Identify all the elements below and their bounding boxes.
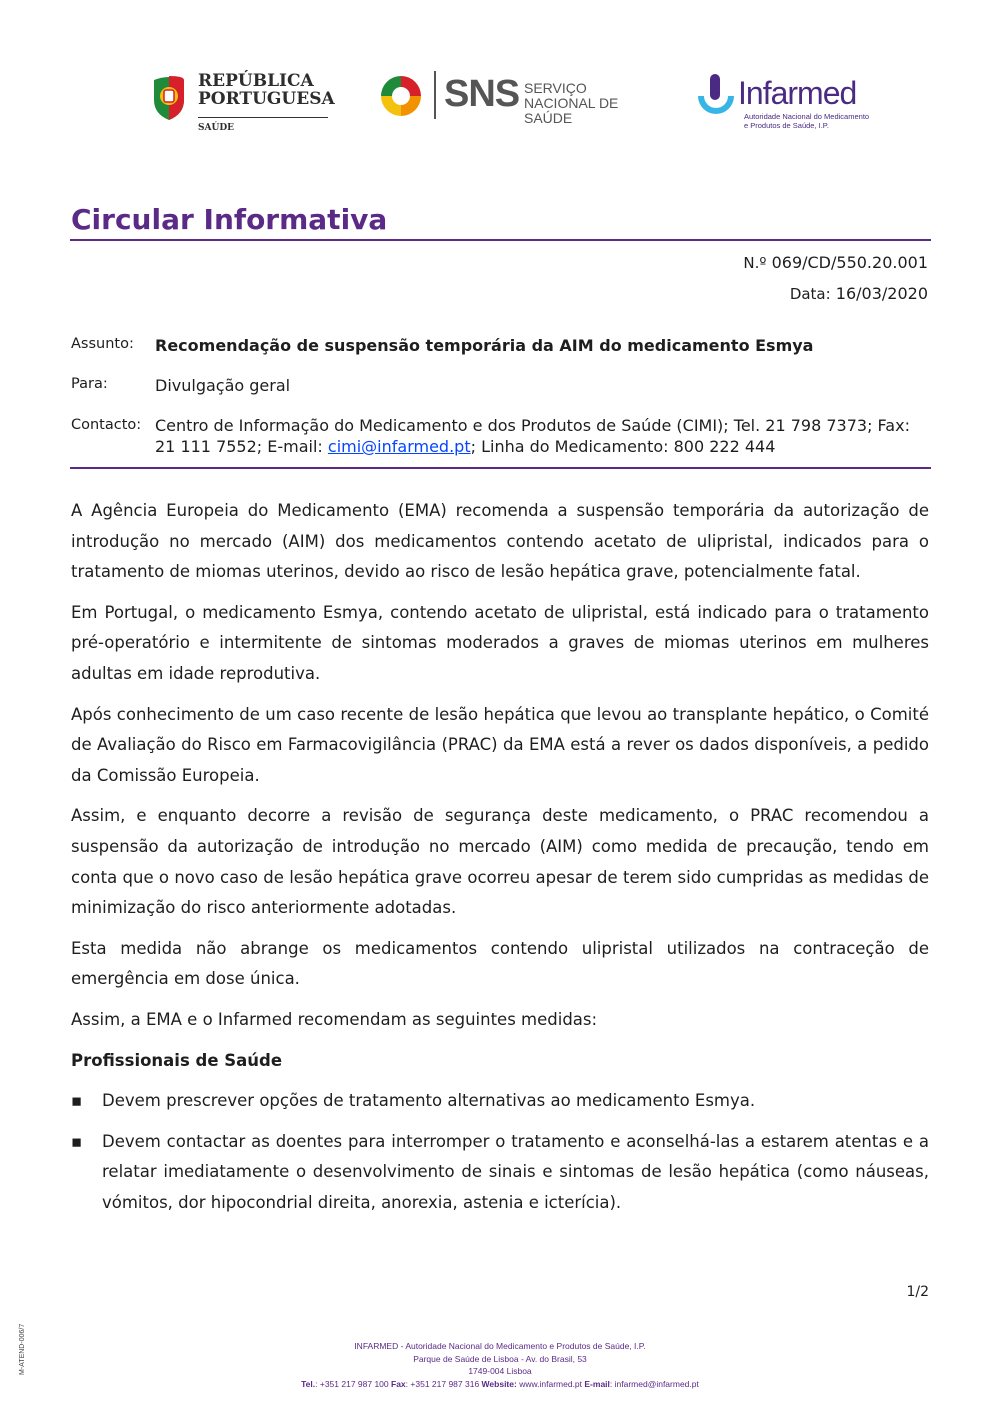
contacto-text-before: Centro de Informação do Medicamento e dos Produtos de Saúde (CIMI); Tel. 21 798 7373; Fax: 21 111 7552; E-mail:: [155, 416, 910, 456]
footer-mail: : infarmed@infarmed.pt: [609, 1378, 699, 1389]
bullet-icon: ▪: [71, 1131, 83, 1151]
date-label: Data:: [789, 285, 831, 303]
footer-web: www.infarmed.pt: [516, 1378, 585, 1389]
paragraph: Em Portugal, o medicamento Esmya, contendo acetato de ulipristal, está indicado para o tratamento pré-operatório e intermitente de sintomas moderados a graves de miomas uterinos em mulheres adultas em idade reprodutiva.: [71, 602, 929, 683]
para-value: Divulgação geral: [155, 376, 291, 395]
list-item: [71, 1086, 929, 1117]
page-number: 1/2: [906, 1284, 929, 1300]
date-value: 16/03/2020: [835, 284, 928, 303]
footer-web-label: Website:: [481, 1378, 517, 1389]
footer-org: INFARMED - Autoridade Nacional do Medicamento e Produtos de Saúde, I.P.: [354, 1341, 646, 1351]
footer-fax-label: Fax: [391, 1378, 406, 1389]
paragraph: Assim, a EMA e o Infarmed recomendam as seguintes medidas:: [71, 1009, 598, 1029]
portugal-shield-icon: [150, 74, 188, 120]
page-footer: [0, 1340, 1000, 1390]
infarmed-description: Autoridade Nacional do Medicamento e Produtos de Saúde, I.P.: [744, 112, 870, 130]
recommendation-list: [71, 1086, 929, 1218]
section-heading: Profissionais de Saúde: [71, 1050, 283, 1070]
contacto-value: [155, 415, 935, 457]
paragraph: Esta medida não abrange os medicamentos contendo ulipristal utilizados na contraceção de emergência em dose única.: [71, 938, 929, 989]
republica-portuguesa-name: REPÚBLICA PORTUGUESA: [198, 71, 335, 109]
footer-address: Parque de Saúde de Lisboa - Av. do Brasil, 53: [413, 1353, 587, 1364]
paragraph: Após conhecimento de um caso recente de lesão hepática que levou ao transplante hepático, o Comité de Avaliação do Risco em Farmacovigilância (PRAC) da EMA está a rever os dados disponíveis, a pedido da Comissão Europeia.: [71, 704, 929, 785]
circular-number: [743, 253, 928, 272]
title-rule: [70, 239, 931, 241]
footer-tel: : +351 217 987 100: [315, 1378, 392, 1389]
bullet-icon: ▪: [71, 1091, 83, 1111]
list-item: [71, 1127, 929, 1219]
sns-divider: [434, 71, 436, 119]
list-item-text: Devem contactar as doentes para interromper o tratamento e aconselhá-las a estarem atentas e a relatar imediatamente o desenvolvimento de sinais e sintomas de lesão hepática (como náuseas, vómitos, dor hipocondrial direita, anorexia, astenia e icterícia).: [102, 1131, 929, 1212]
assunto-value: Recomendação de suspensão temporária da AIM do medicamento Esmya: [155, 336, 814, 355]
contacto-label: Contacto:: [71, 417, 142, 433]
page-title: Circular Informativa: [71, 203, 388, 236]
contacto-email-link[interactable]: cimi@infarmed.pt: [327, 437, 471, 456]
header-rule: [70, 467, 931, 469]
contacto-text-after: ; Linha do Medicamento: 800 222 444: [470, 437, 776, 456]
footer-mail-label: E-mail: [584, 1378, 610, 1389]
document-code: M-ATEND-006/7: [19, 1323, 26, 1375]
sns-ring-icon: [378, 73, 424, 119]
list-item-text: Devem prescrever opções de tratamento alternativas ao medicamento Esmya.: [102, 1091, 756, 1111]
infarmed-mark-icon: [694, 74, 738, 120]
sns-wordmark: SNS: [444, 73, 520, 115]
footer-tel-label: Tel.: [301, 1378, 316, 1389]
number-value: 069/CD/550.20.001: [771, 253, 928, 272]
assunto-label: Assunto:: [71, 336, 134, 352]
number-label: N.º: [743, 254, 767, 272]
circular-date: [790, 284, 928, 303]
paragraph: A Agência Europeia do Medicamento (EMA) recomenda a suspensão temporária da autorização de introdução no mercado (AIM) dos medicamentos contendo acetato de ulipristal, indicados para o tratamento de miomas uterinos, devido ao risco de lesão hepática grave, potencialmente fatal.: [71, 501, 929, 582]
republica-saude-label: SAÚDE: [198, 123, 234, 133]
document-body: [71, 496, 929, 1228]
para-label: Para:: [71, 376, 108, 392]
infarmed-wordmark: Infarmed: [738, 75, 857, 111]
logo-rule: [198, 117, 328, 118]
footer-fax: : +351 217 987 316: [405, 1378, 482, 1389]
paragraph: Assim, e enquanto decorre a revisão de segurança deste medicamento, o PRAC recomendou a suspensão da autorização de introdução no mercado (AIM) como medida de precaução, tendo em conta que o novo caso de lesão hepática grave ocorreu apesar de terem sido cumpridas as medidas de minimização do risco anteriormente adotadas.: [71, 806, 929, 918]
sns-description: SERVIÇO NACIONAL DE SAÚDE: [524, 80, 619, 126]
header-logos: [0, 66, 1000, 146]
footer-contacts: [0, 1378, 1000, 1391]
footer-postcode: 1749-004 Lisboa: [468, 1366, 532, 1376]
